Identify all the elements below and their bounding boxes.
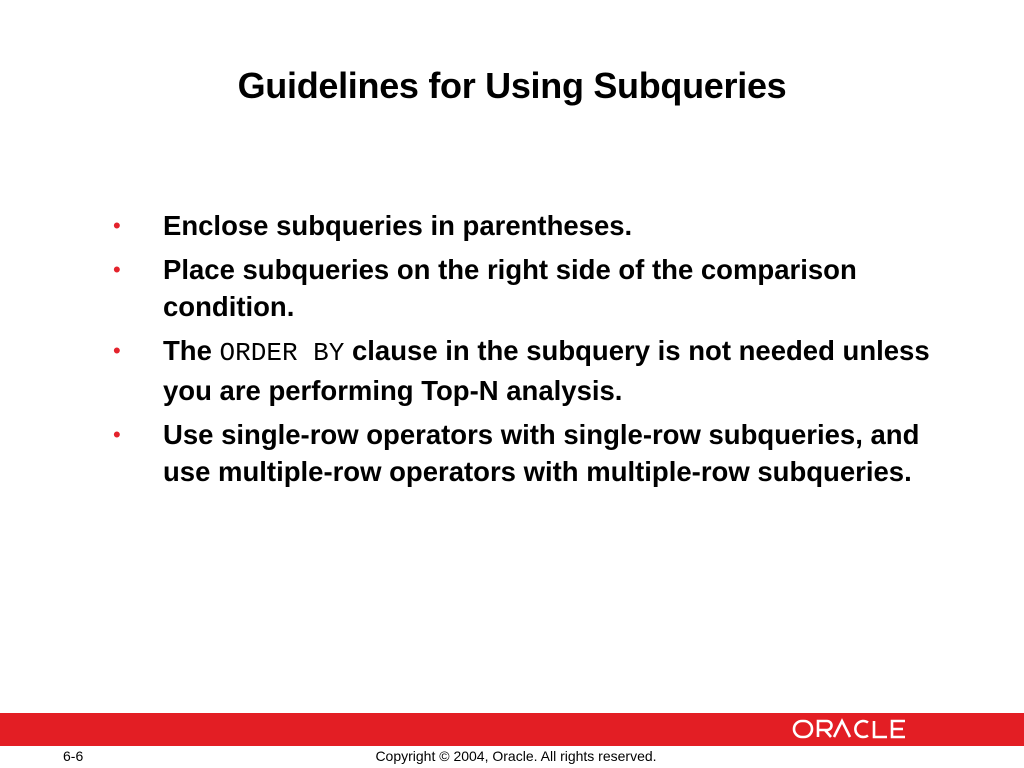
bullet-text-suffix: clause in the subquery is not needed unless you are performing Top-N analysis. (163, 335, 930, 406)
bullet-item (0, 332, 933, 409)
oracle-logo (792, 718, 916, 740)
bullet-item (0, 251, 933, 325)
bullet-icon: • (113, 422, 121, 447)
footer-bar (0, 713, 1024, 746)
bullet-text-prefix: The (163, 335, 220, 366)
code-keyword: ORDER BY (219, 338, 345, 368)
bullet-icon: • (113, 338, 121, 363)
bullet-text: Use single-row operators with single-row subqueries, and use multiple-row operators with multiple-row subqueries. (163, 419, 920, 487)
bullet-text: Place subqueries on the right side of the comparison condition. (163, 254, 857, 322)
copyright-text: Copyright © 2004, Oracle. All rights reserved. (375, 748, 657, 764)
bullet-list (0, 207, 933, 497)
bullet-item (0, 207, 933, 244)
bullet-item (0, 416, 933, 490)
slide-title: Guidelines for Using Subqueries (237, 65, 787, 106)
bullet-text: Enclose subqueries in parentheses. (163, 210, 633, 241)
bullet-icon: • (113, 213, 121, 238)
page-number: 6-6 (63, 748, 84, 764)
oracle-logo-icon (792, 718, 916, 740)
bullet-icon: • (113, 257, 121, 282)
